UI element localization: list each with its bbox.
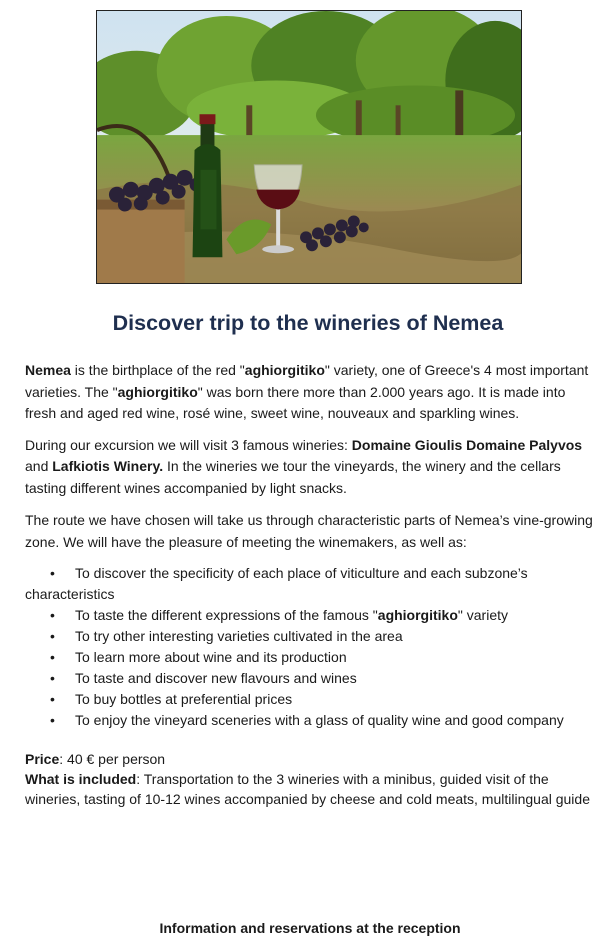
excursion-text-3: In the wineries we tour the vineyards, the winery and the cellars tasting different wines accompanied by light snacks. xyxy=(25,458,561,496)
list-item: • To enjoy the vineyard sceneries with a glass of quality wine and good company xyxy=(25,710,597,731)
list-item: • To try other interesting varieties cultivated in the area xyxy=(25,626,597,647)
reservations-footer: Information and reservations at the reception xyxy=(159,920,461,936)
intro-text-2: " variety, one of Greece's 4 most important varieties. The " xyxy=(25,362,589,400)
price-value: : 40 € per person xyxy=(59,751,166,767)
intro-paragraph xyxy=(25,360,597,425)
price-label: Price xyxy=(25,751,60,767)
list-item: • To buy bottles at preferential prices xyxy=(25,689,597,710)
nemea-bold: Nemea xyxy=(25,362,71,378)
price-info xyxy=(25,749,597,809)
intro-text-1: is the birthplace of the red " xyxy=(70,362,245,378)
excursion-text-1: During our excursion we will visit 3 famous wineries: xyxy=(25,436,352,453)
excursion-paragraph xyxy=(25,435,597,500)
aghiorgitiko-bold: aghiorgitiko xyxy=(117,383,198,400)
list-item: • To learn more about wine and its production xyxy=(25,647,597,668)
list-item: • To taste and discover new flavours and wines xyxy=(25,668,597,689)
list-item-text: " variety xyxy=(457,607,508,623)
aghiorgitiko-bold: aghiorgitiko xyxy=(244,362,325,378)
page-title: Discover trip to the wineries of Nemea xyxy=(112,311,504,335)
list-item: • To discover the specificity of each place of viticulture and each subzone’s characteristics xyxy=(25,563,597,605)
winery-names-bold: Domaine Gioulis Domaine Palyvos xyxy=(351,436,583,453)
excursion-text-2: and xyxy=(25,458,53,474)
included-value: : Transportation to the 3 wineries with a minibus, guided visit of the wineries, tasting of 10-12 wines accompanied by cheese and cold meats, multilingual guide xyxy=(25,771,590,807)
winery-name-bold: Lafkiotis Winery. xyxy=(52,458,164,474)
included-label: What is included xyxy=(25,771,137,787)
included-line xyxy=(25,769,597,809)
main-content xyxy=(25,360,597,809)
route-paragraph: The route we have chosen will take us through characteristic parts of Nemea’s vine-growing zone. We will have the pleasure of meeting the winemakers, as well as: xyxy=(25,512,593,550)
list-item xyxy=(25,605,597,626)
list-item-text: To taste the different expressions of the famous " xyxy=(75,607,378,623)
aghiorgitiko-bold: aghiorgitiko xyxy=(377,607,458,623)
price-line xyxy=(25,749,597,769)
vineyard-wine-photo xyxy=(96,10,522,284)
intro-text-3: " was born there more than 2.000 years ago. It is made into fresh and aged red wine, rosé wine, sweet wine, nouveaux and sparkling wines. xyxy=(25,383,566,421)
vineyard-wine-icon xyxy=(97,11,521,283)
activities-list xyxy=(25,563,597,731)
